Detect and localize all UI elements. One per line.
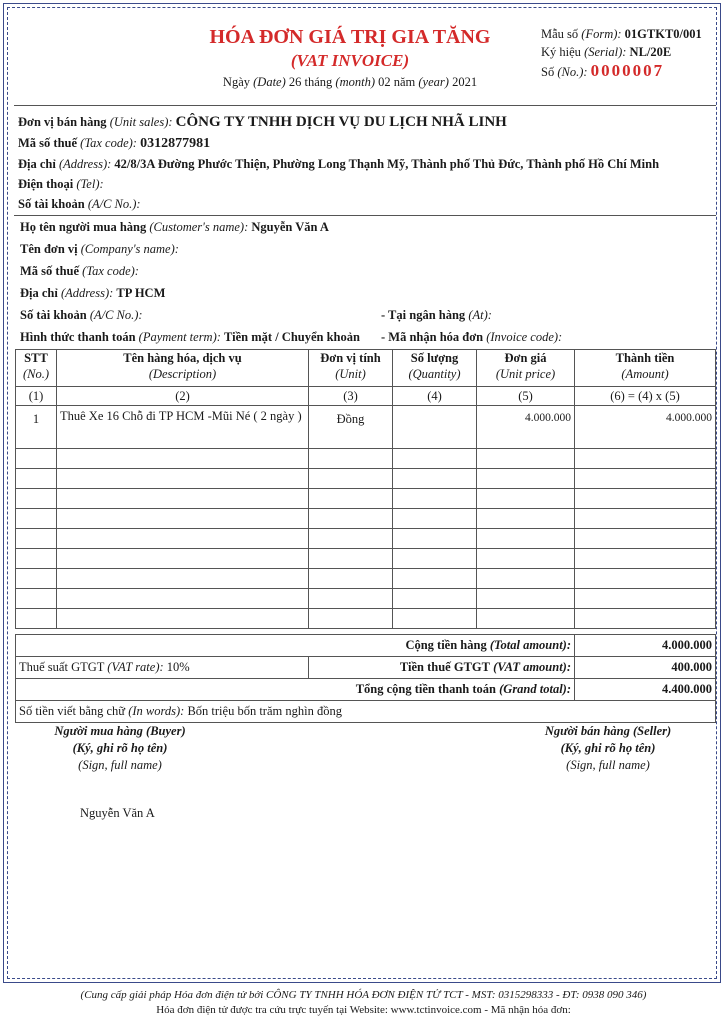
footer-provider: (Cung cấp giải pháp Hóa đơn điện tử bởi CÔNG TY TNHH HÓA ĐƠN ĐIỆN TỬ TCT - MST: 0315298333 - ĐT: 0938 090 346) (80, 989, 647, 1001)
table-row (16, 469, 716, 489)
seller-signature-title: Người bán hàng (Seller) (544, 724, 672, 738)
table-row (16, 549, 716, 569)
grand-total-row (16, 679, 716, 701)
column-header: Tên hàng hóa, dịch vụ (Description) (57, 350, 309, 387)
totals-table (15, 634, 716, 723)
seller-tax-code: Mã số thuế (Tax code): 0312877981 (18, 136, 211, 151)
table-row (16, 509, 716, 529)
total-amount-label: Cộng tiền hàng (Total amount): (16, 635, 575, 657)
column-header: Đơn giá (Unit price) (477, 350, 575, 387)
seller-phone: Điện thoại (Tel): (18, 177, 104, 191)
payment-term: Hình thức thanh toán (Payment term): Tiền mặt / Chuyển khoản (20, 330, 360, 344)
seller-sign-instruction: (Ký, ghi rõ họ tên) (560, 741, 656, 755)
vat-amount-value: 400.000 (575, 657, 716, 679)
column-header: STT (No.) (16, 350, 57, 387)
invoice-date: Ngày (Date) 26 tháng (month) 02 năm (year) 2021 (222, 75, 478, 89)
invoice-subtitle: (VAT INVOICE) (290, 51, 410, 70)
table-header-row (16, 350, 716, 387)
buyer-company: Tên đơn vị (Company's name): (20, 242, 179, 256)
item-unit-price: 4.000.000 (477, 406, 575, 449)
seller-unit: Đơn vị bán hàng (Unit sales): CÔNG TY TNHH DỊCH VỤ DU LỊCH NHÃ LINH (18, 114, 507, 130)
item-amount: 4.000.000 (575, 406, 716, 449)
seller-sign-instruction-en: (Sign, full name) (566, 758, 650, 772)
table-row (16, 489, 716, 509)
seller-account: Số tài khoản (A/C No.): (18, 197, 141, 211)
buyer-signature-title: Người mua hàng (Buyer) (54, 724, 186, 738)
serial-number: Ký hiệu (Serial): NL/20E (541, 45, 672, 59)
item-number: 1 (16, 406, 57, 449)
table-row (16, 609, 716, 629)
items-table (15, 349, 716, 629)
table-row (16, 449, 716, 469)
table-row (16, 569, 716, 589)
table-row (16, 589, 716, 609)
table-index-row (16, 387, 716, 406)
total-amount-value: 4.000.000 (575, 635, 716, 657)
grand-total-value: 4.400.000 (575, 679, 716, 701)
table-cell: (5) (477, 387, 575, 406)
item-unit: Đồng (309, 406, 393, 449)
invoice-title: HÓA ĐƠN GIÁ TRỊ GIA TĂNG (209, 26, 491, 48)
buyer-tax-code: Mã số thuế (Tax code): (20, 264, 139, 278)
buyer-signature-name: Nguyễn Văn A (80, 806, 155, 820)
footer-lookup: Hóa đơn điện tử được tra cứu trực tuyến tại Website: www.tctinvoice.com - Mã nhận hóa đơn: (156, 1004, 571, 1016)
vat-row (16, 657, 716, 679)
grand-total-label: Tổng cộng tiền thanh toán (Grand total): (16, 679, 575, 701)
invoice-code: - Mã nhận hóa đơn (Invoice code): (381, 330, 563, 344)
buyer-name: Họ tên người mua hàng (Customer's name): Nguyễn Văn A (20, 220, 329, 234)
table-cell: (1) (16, 387, 57, 406)
buyer-account: Số tài khoản (A/C No.): (20, 308, 143, 322)
buyer-address: Địa chỉ (Address): TP HCM (20, 286, 166, 300)
table-row (16, 406, 716, 449)
table-cell: (2) (57, 387, 309, 406)
buyer-sign-instruction: (Ký, ghi rõ họ tên) (72, 741, 168, 755)
buyer-sign-instruction-en: (Sign, full name) (78, 758, 162, 772)
total-amount-row (16, 635, 716, 657)
item-quantity (393, 406, 477, 449)
table-cell: (6) = (4) x (5) (575, 387, 716, 406)
amount-in-words: Số tiền viết bằng chữ (In words): Bốn triệu bốn trăm nghìn đồng (16, 701, 716, 723)
table-cell: (4) (393, 387, 477, 406)
item-description: Thuê Xe 16 Chỗ đi TP HCM -Mũi Né ( 2 ngày ) (57, 406, 309, 449)
seller-address: Địa chỉ (Address): 42/8/3A Đường Phước Thiện, Phường Long Thạnh Mỹ, Thành phố Thủ Đức, Thành phố Hồ Chí Minh (18, 157, 660, 171)
column-header: Số lượng (Quantity) (393, 350, 477, 387)
table-row (16, 529, 716, 549)
table-cell: (3) (309, 387, 393, 406)
column-header: Thành tiền (Amount) (575, 350, 716, 387)
invoice-number: Số (No.): 0000007 (541, 61, 665, 80)
amount-in-words-row (16, 701, 716, 723)
buyer-bank: - Tại ngân hàng (At): (381, 308, 492, 322)
vat-rate: Thuế suất GTGT (VAT rate): 10% (16, 657, 309, 679)
divider (14, 215, 716, 216)
column-header: Đơn vị tính (Unit) (309, 350, 393, 387)
form-number: Mẫu số (Form): 01GTKT0/001 (541, 27, 702, 41)
divider (14, 105, 716, 106)
vat-amount-label: Tiền thuế GTGT (VAT amount): (309, 657, 575, 679)
